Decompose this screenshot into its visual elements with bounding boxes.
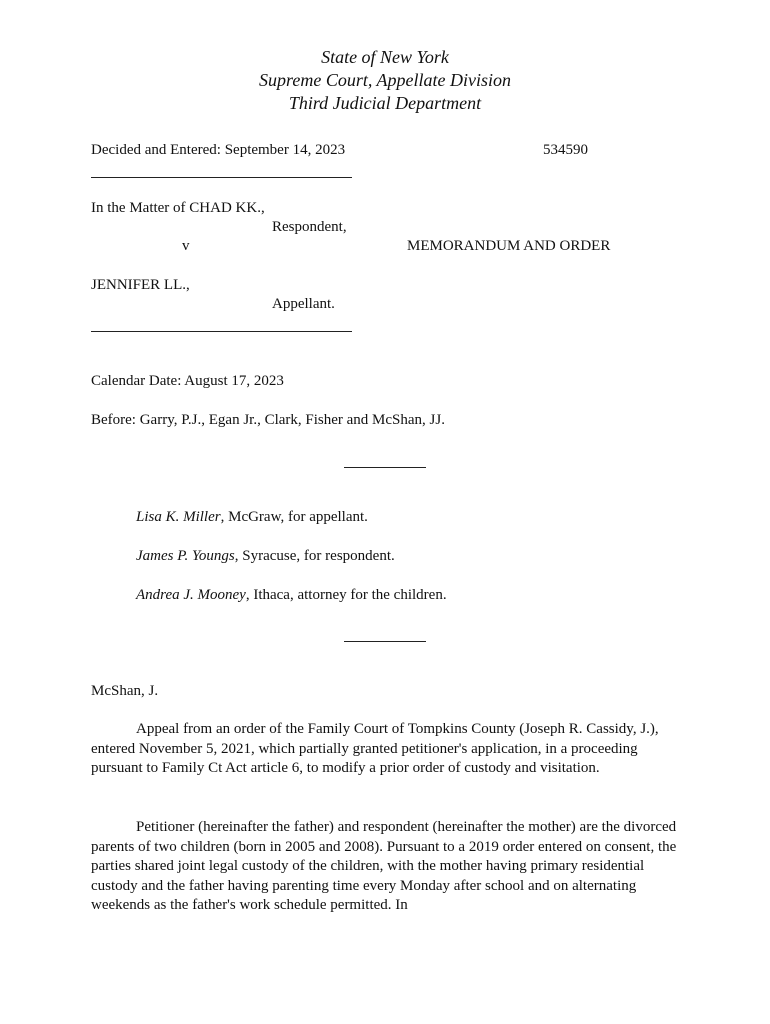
matter-name: In the Matter of CHAD KK.,	[91, 200, 265, 216]
before-panel: Before: Garry, P.J., Egan Jr., Clark, Fisher and McShan, JJ.	[91, 412, 445, 428]
decided-entered: Decided and Entered: September 14, 2023	[91, 142, 346, 158]
counsel-detail: , McGraw, for appellant.	[220, 509, 368, 525]
appellant-role: Appellant.	[272, 296, 335, 312]
body-paragraph: Petitioner (hereinafter the father) and respondent (hereinafter the mother) are the divorced parents of two children (born in 2005 and 2008). Pursuant to a 2019 order entered on consent, the parties shared joint legal custody of the children, with the mother having primary residential custody and the father having parenting time every Monday after school and on alternating weekends as the father's work schedule permitted. In	[91, 819, 677, 913]
caption-bottom-rule	[91, 331, 352, 332]
separator-rule-2	[344, 641, 426, 642]
docket-number: 534590	[543, 142, 588, 158]
versus: v	[182, 238, 190, 254]
counsel-name: Lisa K. Miller	[136, 509, 221, 525]
separator-rule-1	[344, 467, 426, 468]
counsel-name: Andrea J. Mooney	[136, 587, 246, 603]
counsel-detail: , Ithaca, attorney for the children.	[245, 587, 447, 603]
appellant-name: JENNIFER LL.,	[91, 277, 190, 293]
caption-top-rule	[91, 177, 352, 178]
counsel-line	[136, 508, 368, 527]
court-department: Third Judicial Department	[288, 93, 482, 113]
calendar-date: Calendar Date: August 17, 2023	[91, 373, 284, 389]
opinion-author: McShan, J.	[91, 683, 159, 699]
court-state: State of New York	[321, 47, 449, 67]
counsel-line	[136, 586, 447, 605]
document-type: MEMORANDUM AND ORDER	[407, 238, 611, 254]
body-paragraph: Appeal from an order of the Family Court of Tompkins County (Joseph R. Cassidy, J.), entered November 5, 2021, which partially granted petitioner's application, in a proceeding pursuant to Family Ct Act article 6, to modify a prior order of custody and visitation.	[91, 721, 659, 776]
counsel-name: James P. Youngs	[136, 548, 235, 564]
counsel-detail: , Syracuse, for respondent.	[234, 548, 395, 564]
counsel-line	[136, 547, 395, 566]
respondent-role: Respondent,	[272, 219, 347, 235]
court-name: Supreme Court, Appellate Division	[259, 70, 511, 90]
